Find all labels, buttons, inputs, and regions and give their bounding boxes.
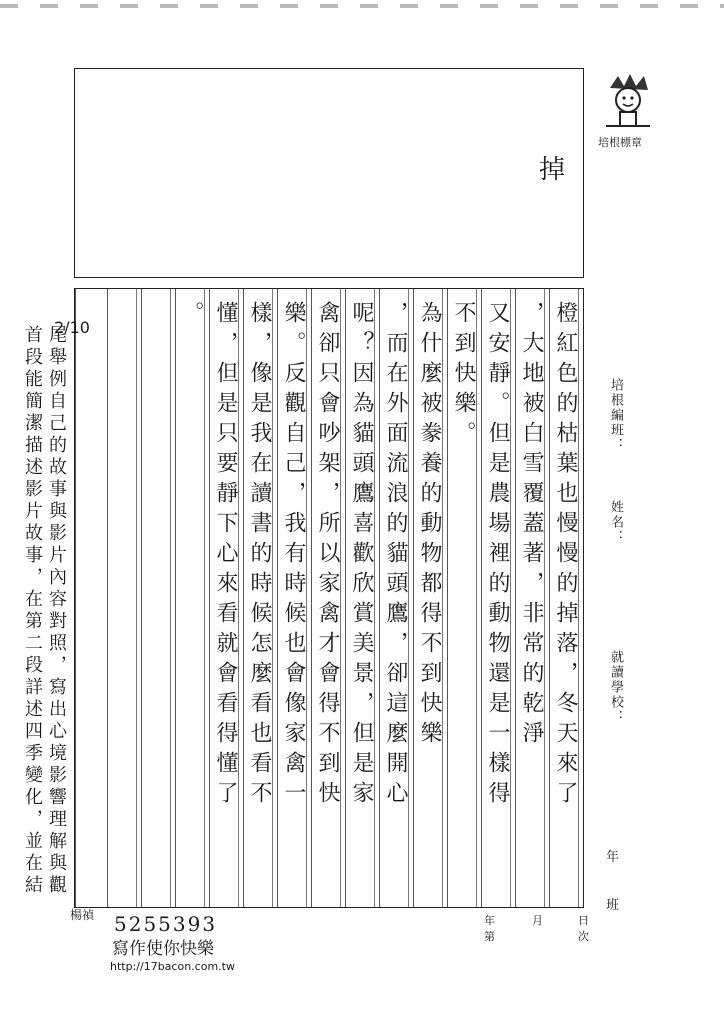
grid-column — [515, 289, 549, 907]
grid-column — [447, 289, 481, 907]
comment-box — [74, 68, 584, 278]
date-times: 次 — [578, 930, 589, 943]
grid-column — [481, 289, 515, 907]
grid-column — [175, 289, 209, 907]
top-edge-dashes — [0, 4, 724, 8]
column-text: 為什麼被豢養的動物都得不到快樂 — [417, 301, 442, 751]
column-text: 禽卻只會吵架，所以家禽才會得不到快 — [315, 301, 340, 811]
teacher-comment — [14, 325, 68, 1015]
column-text: 橙紅色的枯葉也慢慢的掉落，冬天來了 — [553, 301, 578, 811]
grid-column — [277, 289, 311, 907]
footer-url: http://17bacon.com.tw — [110, 960, 235, 973]
column-text: 又安靜。但是農場裡的動物還是一樣得 — [485, 301, 510, 811]
column-text: 呢？因為貓頭鷹喜歡欣賞美景，但是家 — [349, 301, 374, 811]
footer-slogan: 寫作使你快樂 — [112, 939, 214, 959]
grid-column — [549, 289, 583, 907]
teacher-comment-line: 尾舉例自己的故事與影片內容對照，寫出心境影響理解與觀 — [46, 325, 67, 897]
grader-signature: 楊禎 — [70, 908, 95, 922]
grid-column — [243, 289, 277, 907]
label-class: 培根編班： — [608, 378, 623, 453]
label-name: 姓名： — [608, 500, 623, 545]
column-text: ，大地被白雪覆蓋著，非常的乾淨 — [519, 301, 544, 751]
manuscript-grid — [74, 288, 584, 908]
document-code: 5255393 — [114, 912, 218, 936]
column-text: 懂，但是只要靜下心來看就會看得懂了 — [213, 301, 238, 811]
grid-column — [141, 289, 175, 907]
date-year: 年 — [484, 914, 495, 927]
label-class2: 班 — [606, 898, 620, 913]
score-mark: 2/10 — [54, 318, 90, 337]
teacher-comment-line: 首段能簡潔描述影片故事，在第二段詳述四季變化，並在結 — [22, 325, 43, 897]
column-text: 樣，像是我在讀書的時候怎麼看也看不 — [247, 301, 272, 811]
date-ordinal: 第 — [484, 930, 495, 943]
grid-column — [75, 289, 107, 907]
date-day: 日 — [578, 914, 589, 927]
stamp-label: 培根標章 — [598, 136, 642, 149]
grid-column — [345, 289, 379, 907]
grid-column — [311, 289, 345, 907]
label-school: 就讀學校： — [608, 650, 623, 725]
column-text: ，而在外面流浪的貓頭鷹，卻這麼開心 — [383, 301, 408, 811]
grid-column — [413, 289, 447, 907]
column-text: 。 — [179, 301, 204, 331]
mascot-stamp-icon — [598, 70, 658, 134]
label-grade: 年 — [606, 850, 620, 865]
comment-mark: 掉 — [538, 155, 565, 185]
column-text: 樂。反觀自己，我有時候也會像家禽一 — [281, 301, 306, 811]
column-text: 不到快樂。 — [451, 301, 476, 451]
grid-column — [209, 289, 243, 907]
grid-column — [107, 289, 141, 907]
date-month: 月 — [532, 914, 543, 927]
grid-column — [379, 289, 413, 907]
